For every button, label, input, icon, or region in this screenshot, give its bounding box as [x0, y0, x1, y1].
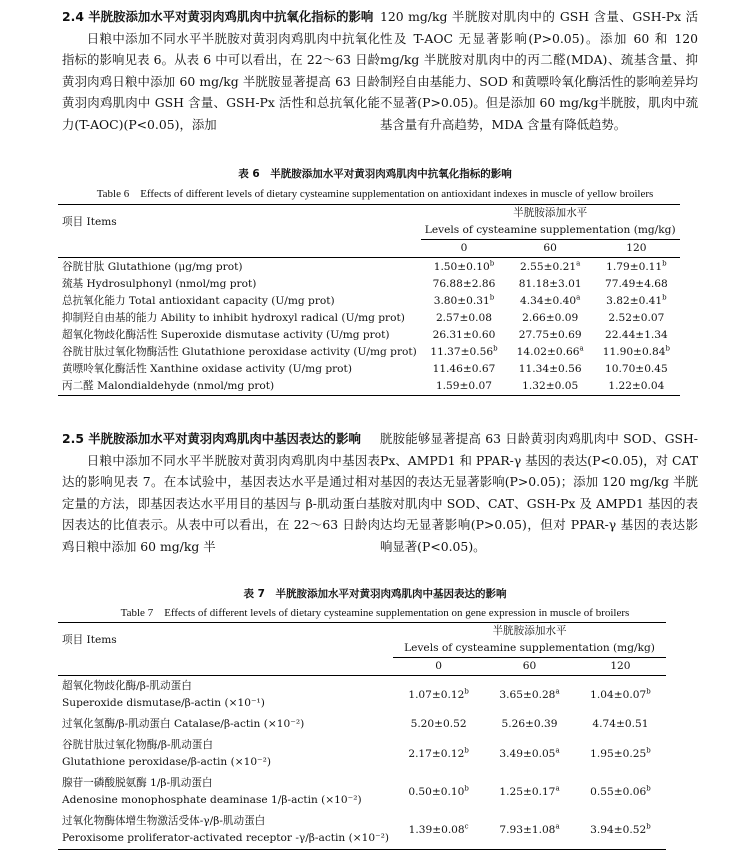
significance-superscript: b — [464, 745, 469, 754]
table-cell-value: 11.46±0.67 — [432, 363, 496, 375]
table-cell-value: 81.18±3.01 — [518, 278, 582, 290]
row-label — [58, 735, 393, 773]
table-row — [58, 276, 680, 293]
table-row — [58, 327, 680, 344]
significance-superscript: b — [493, 344, 498, 353]
significance-superscript: a — [579, 344, 584, 353]
row-label: 抑制羟自由基的能力 Ability to inhibit hydroxyl radical (U/mg prot) — [62, 312, 405, 324]
table-cell-value: 7.93±1.08$^a$ — [499, 821, 560, 836]
significance-superscript: b — [646, 686, 651, 695]
table-cell-value: 77.49±4.68 — [604, 278, 668, 290]
table-cell-value: 3.82±0.41$^b$ — [606, 293, 667, 307]
table-cell-value: 1.79±0.11$^b$ — [606, 259, 667, 273]
table6-group-en: Levels of cysteamine supplementation (mg/kg) — [421, 222, 680, 240]
row-label: 黄嘌呤氧化酶活性 Xanthine oxidase activity (U/mg prot) — [62, 363, 352, 375]
table7-caption-zh: 表 7 半胱胺添加水平对黄羽肉鸡肌肉中基因表达的影响 — [243, 588, 507, 600]
table-cell-value: 5.26±0.39 — [501, 718, 558, 730]
significance-superscript: b — [489, 293, 495, 302]
row-label: 谷胱甘肽过氧化物酶活性 Glutathione peroxidase activity (U/mg prot) — [62, 346, 417, 358]
sec24-heading: 2.4 半胱胺添加水平对黄羽肉鸡肌肉中抗氧化指标的影响 — [62, 9, 374, 24]
sec25-right-body: 胱胺能够显著提高 63 日龄黄羽肉鸡肌肉中 SOD、GSH-Px、AMPD1 和 PPAR-γ 基因的表达(P<0.05)，对 CAT 基因的表达无显著影响(P>0.05)；添加 120 mg/kg 半胱胺对肌肉中 SOD、CAT、GSH-Px 及 AMPD1 基因的表达均无显著影响(P>0.05)，但对 PPAR-γ 基因的表达影响显著(P<0.05)。 — [380, 431, 698, 554]
table6 — [58, 204, 680, 396]
table7-group-zh: 半胱胺添加水平 — [492, 625, 567, 637]
table-cell-value: 1.59±0.07 — [435, 380, 492, 392]
row-label-en: 过氧化氢酶/β-肌动蛋白 Catalase/β-actin (×10⁻²) — [62, 718, 305, 730]
table-row — [58, 361, 680, 378]
table-row — [58, 293, 680, 310]
table-cell-value: 2.17±0.12$^b$ — [408, 745, 469, 760]
table-cell-value: 11.34±0.56 — [518, 363, 582, 375]
sec25-right-column — [380, 428, 698, 557]
table-cell-value: 1.50±0.10$^b$ — [433, 259, 495, 273]
significance-superscript: a — [555, 745, 560, 754]
table-cell-value: 1.39±0.08$^c$ — [408, 821, 469, 836]
significance-superscript: b — [464, 783, 469, 792]
table-cell-value: 3.49±0.05$^a$ — [499, 745, 560, 760]
table-cell-value: 4.74±0.51 — [592, 718, 649, 730]
table-cell-value: 2.55±0.21$^a$ — [520, 259, 581, 273]
table-cell-value: 26.31±0.60 — [432, 329, 496, 341]
significance-superscript: a — [555, 686, 560, 695]
table-cell-value: 14.02±0.66$^a$ — [516, 344, 584, 358]
row-label — [58, 773, 393, 811]
table-cell-value: 5.20±0.52 — [410, 718, 467, 730]
table-cell-value: 2.57±0.08 — [435, 312, 492, 324]
significance-superscript: b — [646, 783, 651, 792]
table-cell-value: 22.44±1.34 — [604, 329, 668, 341]
row-label — [58, 676, 393, 715]
significance-superscript: a — [555, 821, 560, 830]
significance-superscript: c — [464, 821, 469, 830]
table-row — [58, 258, 680, 277]
table6-caption-en: Table 6 Effects of different levels of dietary cysteamine supplementation on antioxidant indexes in muscle of yellow broilers — [96, 188, 654, 200]
sec24-left-body: 日粮中添加不同水平半胱胺对黄羽肉鸡肌肉中抗氧化指标的影响见表 6。从表 6 中可以看出，在 22～63 日龄黄羽肉鸡日粮中添加 60 mg/kg 半胱胺显著提高 63 日龄黄羽肉鸡肌肉中 GSH 含量、GSH-Px 活性和总抗氧化能力(T-AOC)(P<0.05)，添加 — [62, 30, 380, 132]
significance-superscript: b — [646, 745, 651, 754]
table7-caption-en: Table 7 Effects of different levels of dietary cysteamine supplementation on gene expression in muscle of broilers — [120, 607, 630, 619]
table-cell-value: 0.55±0.06$^b$ — [590, 783, 651, 798]
row-label: 谷胱甘肽 Glutathione (μg/mg prot) — [62, 261, 243, 273]
row-label-en: Peroxisome proliferator-activated receptor -γ/β-actin (×10⁻²) — [62, 832, 390, 844]
row-label-zh: 过氧化物酶体增生物激活受体-γ/β-肌动蛋白 — [62, 815, 266, 827]
table-cell-value: 0.50±0.10$^b$ — [408, 783, 469, 798]
table6-caption-zh: 表 6 半胱胺添加水平对黄羽肉鸡肌肉中抗氧化指标的影响 — [238, 168, 512, 180]
table-cell-value: 2.66±0.09 — [522, 312, 579, 324]
table-row — [58, 310, 680, 327]
table-cell-value: 1.04±0.07$^b$ — [590, 686, 651, 701]
table-cell-value: 10.70±0.45 — [604, 363, 668, 375]
sec24-left-column — [62, 6, 380, 135]
row-label: 超氧化物歧化酶活性 Superoxide dismutase activity (U/mg prot) — [62, 329, 390, 341]
table7-level: 0 — [393, 658, 484, 676]
table-cell-value: 76.88±2.86 — [432, 278, 496, 290]
row-label — [58, 714, 393, 735]
significance-superscript: a — [576, 259, 581, 268]
table6-level-row — [58, 240, 680, 258]
sec24-right-body: 120 mg/kg 半胱胺对肌肉中的 GSH 含量、GSH-Px 活性及 T-AOC 无显著影响(P>0.05)。添加 60 和 120 mg/kg 半胱胺对肌肉中的丙二醛(MDA)、巯基含量、抑制羟自由基能力、SOD 和黄嘌呤氧化酶活性的影响差异均不显著(P>0.05)。但是添加 60 mg/kg半胱胺，肌肉中巯基含量有升高趋势，MDA 含量有降低趋势。 — [380, 9, 698, 132]
sec25-left-body: 日粮中添加不同水平半胱胺对黄羽肉鸡肌肉中基因表达的影响见表 7。在本试验中，基因表达水平是通过相对定量的方法，即基因表达水平用目的基因与 β-肌动蛋白基因表达的比值表示。从表中可以看出，在 22～63 日龄肉鸡日粮中添加 60 mg/kg 半 — [62, 452, 380, 554]
table-row — [58, 773, 666, 811]
table-cell-value: 1.95±0.25$^b$ — [590, 745, 651, 760]
table7-level: 60 — [484, 658, 575, 676]
table7-group-en: Levels of cysteamine supplementation (mg/kg) — [393, 640, 666, 658]
significance-superscript: b — [662, 293, 667, 302]
table-row — [58, 344, 680, 361]
table-cell-value: 11.37±0.56$^b$ — [430, 344, 498, 358]
table6-level: 60 — [507, 240, 593, 258]
table-cell-value: 27.75±0.69 — [518, 329, 582, 341]
row-label-zh: 腺苷一磷酸脱氨酶 1/β-肌动蛋白 — [62, 777, 213, 789]
sec24-right-column — [380, 6, 698, 135]
significance-superscript: b — [489, 259, 495, 268]
row-label: 总抗氧化能力 Total antioxidant capacity (U/mg prot) — [62, 295, 335, 307]
table-cell-value: 3.80±0.31$^b$ — [433, 293, 495, 307]
row-label: 丙二醛 Malondialdehyde (nmol/mg prot) — [62, 380, 275, 392]
table-row — [58, 676, 666, 715]
table-row — [58, 811, 666, 850]
table7 — [58, 622, 666, 850]
table-row — [58, 378, 680, 396]
table6-item-header: 项目 Items — [62, 215, 117, 228]
row-label — [58, 811, 393, 850]
row-label-en: Glutathione peroxidase/β-actin (×10⁻²) — [62, 756, 272, 768]
table-cell-value: 3.65±0.28$^a$ — [499, 686, 560, 701]
significance-superscript: b — [464, 686, 469, 695]
sec25-left-column — [62, 428, 380, 557]
table-cell-value: 1.22±0.04 — [608, 380, 665, 392]
table7-level: 120 — [575, 658, 666, 676]
significance-superscript: b — [646, 821, 651, 830]
table-row — [58, 735, 666, 773]
significance-superscript: a — [576, 293, 581, 302]
row-label-zh: 超氧化物歧化酶/β-肌动蛋白 — [62, 680, 192, 692]
significance-superscript: a — [555, 783, 560, 792]
table-cell-value: 2.52±0.07 — [608, 312, 665, 324]
significance-superscript: b — [665, 344, 671, 353]
table6-level: 0 — [421, 240, 507, 258]
table-cell-value: 11.90±0.84$^b$ — [602, 344, 671, 358]
table-cell-value: 4.34±0.40$^a$ — [520, 293, 581, 307]
table-cell-value: 1.32±0.05 — [522, 380, 579, 392]
row-label: 巯基 Hydrosulphonyl (nmol/mg prot) — [62, 278, 257, 290]
row-label-en: Adenosine monophosphate deaminase 1/β-actin (×10⁻²) — [62, 794, 362, 806]
table-row — [58, 714, 666, 735]
table-cell-value: 1.07±0.12$^b$ — [408, 686, 469, 701]
table-cell-value: 3.94±0.52$^b$ — [590, 821, 651, 836]
table-cell-value: 1.25±0.17$^a$ — [499, 783, 560, 798]
table7-item-header: 项目 Items — [62, 633, 117, 646]
table6-group-zh: 半胱胺添加水平 — [513, 207, 588, 219]
significance-superscript: b — [662, 259, 667, 268]
row-label-en: Superoxide dismutase/β-actin (×10⁻¹) — [62, 697, 265, 709]
table6-level: 120 — [593, 240, 679, 258]
sec25-heading: 2.5 半胱胺添加水平对黄羽肉鸡肌肉中基因表达的影响 — [62, 431, 361, 446]
row-label-zh: 谷胱甘肽过氧化物酶/β-肌动蛋白 — [62, 739, 213, 751]
